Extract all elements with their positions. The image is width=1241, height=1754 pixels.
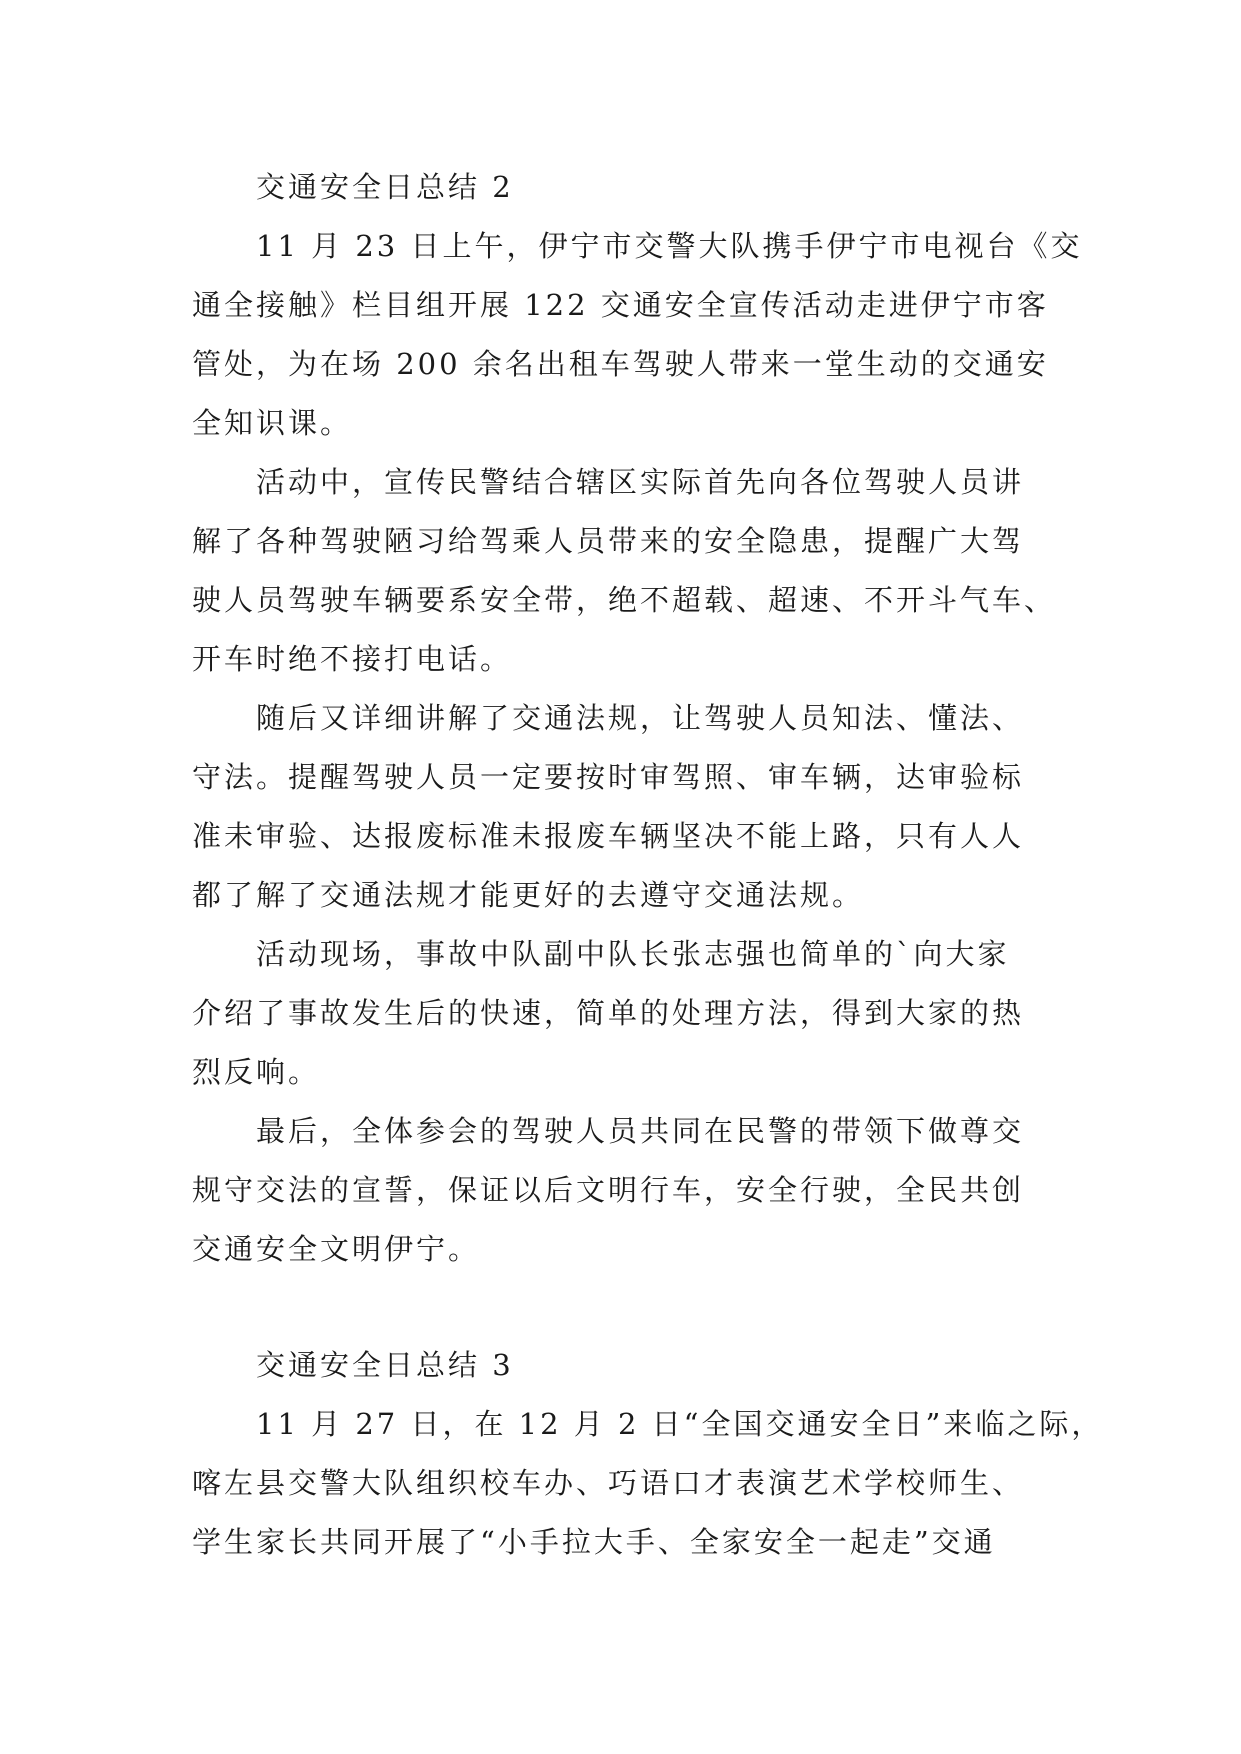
paragraph-line: 随后又详细讲解了交通法规，让驾驶人员知法、懂法、 [256, 701, 1025, 735]
paragraph-line: 喀左县交警大队组织校车办、巧语口才表演艺术学校师生、 [192, 1466, 1025, 1500]
paragraph-line: 11 月 27 日，在 12 月 2 日“全国交通安全日”来临之际， [256, 1407, 1104, 1441]
paragraph-line: 11 月 23 日上午，伊宁市交警大队携手伊宁市电视台《交 [256, 229, 1083, 263]
paragraph-line: 驶人员驾驶车辆要系安全带，绝不超载、超速、不开斗气车、 [192, 583, 1057, 617]
paragraph-line: 交通安全文明伊宁。 [192, 1232, 481, 1266]
paragraph-line: 守法。提醒驾驶人员一定要按时审驾照、审车辆，达审验标 [192, 760, 1025, 794]
paragraph-line: 准未审验、达报废标准未报废车辆坚决不能上路，只有人人 [192, 819, 1025, 853]
paragraph-line: 学生家长共同开展了“小手拉大手、全家安全一起走”交通 [192, 1525, 996, 1559]
section-title: 交通安全日总结 3 [256, 1348, 514, 1382]
paragraph-line: 管处，为在场 200 余名出租车驾驶人带来一堂生动的交通安 [192, 347, 1049, 381]
paragraph-line: 活动现场，事故中队副中队长张志强也简单的`向大家 [256, 937, 1010, 971]
paragraph-line: 规守交法的宣誓，保证以后文明行车，安全行驶，全民共创 [192, 1173, 1025, 1207]
paragraph-line: 开车时绝不接打电话。 [192, 642, 513, 676]
paragraph-line: 解了各种驾驶陋习给驾乘人员带来的安全隐患，提醒广大驾 [192, 524, 1025, 558]
paragraph-line: 都了解了交通法规才能更好的去遵守交通法规。 [192, 878, 865, 912]
paragraph-line: 通全接触》栏目组开展 122 交通安全宣传活动走进伊宁市客 [192, 288, 1049, 322]
paragraph-line: 介绍了事故发生后的快速，简单的处理方法，得到大家的热 [192, 996, 1025, 1030]
section-title: 交通安全日总结 2 [256, 170, 514, 204]
paragraph-line: 活动中，宣传民警结合辖区实际首先向各位驾驶人员讲 [256, 465, 1025, 499]
paragraph-line: 最后，全体参会的驾驶人员共同在民警的带领下做尊交 [256, 1114, 1025, 1148]
paragraph-line: 全知识课。 [192, 406, 353, 440]
paragraph-line: 烈反响。 [192, 1055, 321, 1089]
